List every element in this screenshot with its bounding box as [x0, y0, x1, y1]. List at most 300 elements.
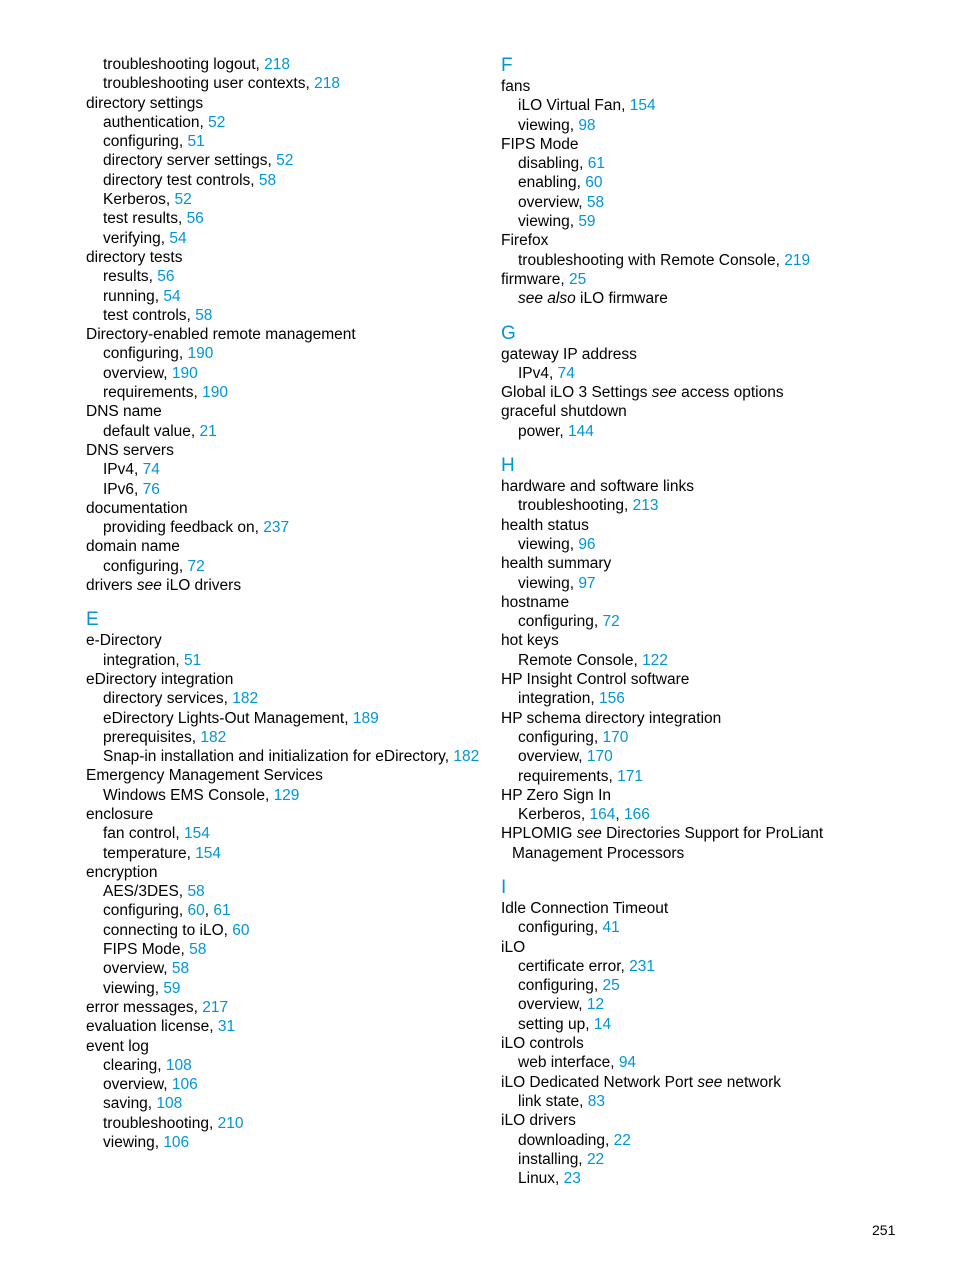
page-link[interactable]: 51	[184, 651, 202, 669]
index-entry	[501, 899, 901, 918]
index-section-letter: E	[86, 609, 99, 631]
entry-text: installing,	[518, 1150, 587, 1168]
entry-text: viewing,	[518, 213, 579, 231]
page-link[interactable]: 76	[142, 480, 160, 498]
index-entry	[86, 998, 486, 1017]
index-subentry	[86, 74, 486, 93]
index-subentry	[501, 957, 901, 976]
index-subentry	[86, 518, 486, 537]
entry-text: configuring,	[103, 902, 188, 920]
index-subentry	[86, 1133, 486, 1152]
page-link[interactable]: 74	[142, 461, 160, 479]
index-subentry	[501, 918, 901, 937]
entry-text: Windows EMS Console,	[103, 786, 274, 804]
page-link[interactable]: 213	[632, 497, 659, 515]
page-link[interactable]: 58	[171, 960, 190, 978]
page-link[interactable]: 23	[563, 1170, 581, 1188]
entry-text: viewing,	[518, 116, 579, 134]
index-subentry	[86, 209, 486, 228]
entry-text: DNS servers	[86, 441, 174, 459]
entry-text: graceful shutdown	[501, 403, 627, 421]
index-subentry	[86, 151, 486, 170]
entry-text: power,	[518, 422, 568, 440]
index-entry	[86, 94, 486, 113]
entry-text: Emergency Management Services	[86, 767, 323, 785]
page-link[interactable]: 154	[195, 844, 222, 862]
entry-text: Kerberos,	[518, 806, 590, 824]
entry-text: DNS name	[86, 403, 162, 421]
page-link[interactable]: 60	[187, 902, 205, 920]
index-entry	[86, 766, 486, 785]
index-entry	[501, 135, 901, 154]
entry-text: HP Insight Control software	[501, 671, 690, 689]
page-link[interactable]: 54	[163, 287, 181, 305]
entry-text: eDirectory integration	[86, 670, 234, 688]
index-subentry	[86, 728, 486, 747]
index-subentry	[86, 55, 486, 74]
entry-text: configuring,	[518, 977, 603, 995]
entry-text: default value,	[103, 422, 200, 440]
index-entry	[501, 844, 901, 863]
entry-text: encryption	[86, 863, 158, 881]
entry-text: documentation	[86, 499, 188, 517]
entry-text: fan control,	[103, 825, 184, 843]
page-link[interactable]: 58	[189, 941, 207, 959]
entry-text: drivers	[86, 577, 137, 595]
index-subentry	[501, 96, 901, 115]
index-column-left	[86, 55, 486, 1152]
entry-text: directory test controls,	[103, 171, 259, 189]
page-link[interactable]: 190	[202, 384, 228, 402]
index-subentry	[501, 1150, 901, 1169]
entry-text: Management Processors	[512, 844, 685, 862]
page-link[interactable]: 182	[232, 690, 259, 708]
page-link[interactable]: 170	[586, 748, 613, 766]
index-entry	[501, 1034, 901, 1053]
page-link[interactable]: 25	[569, 270, 587, 288]
index-subentry: Kerberos, 164, 166	[518, 806, 650, 824]
page-link[interactable]: 106	[171, 1076, 198, 1094]
index-section-letter: F	[501, 55, 513, 76]
entry-text: web interface,	[518, 1054, 619, 1072]
index-section-letter: I	[501, 876, 507, 898]
entry-text: Firefox	[501, 232, 549, 250]
index-entry	[501, 631, 901, 650]
index-subentry	[501, 154, 901, 173]
page-link[interactable]: 144	[567, 422, 594, 440]
entry-text: iLO Dedicated Network Port	[501, 1073, 698, 1091]
entry-text: troubleshooting,	[518, 497, 633, 515]
page-link[interactable]: 41	[602, 919, 620, 937]
see-reference: see	[576, 825, 602, 843]
page-link[interactable]: 51	[187, 133, 205, 151]
index-subentry	[86, 844, 486, 863]
entry-text: configuring,	[103, 133, 188, 151]
entry-text: enclosure	[86, 805, 154, 823]
entry-text: viewing,	[518, 535, 579, 553]
index-subentry	[86, 364, 486, 383]
entry-text: temperature,	[103, 844, 196, 862]
see-target: iLO drivers	[161, 577, 242, 595]
index-subentry	[501, 422, 901, 441]
index-subentry	[86, 651, 486, 670]
entry-text: downloading,	[518, 1131, 614, 1149]
entry-text: clearing,	[103, 1056, 166, 1074]
page-link[interactable]: 21	[199, 422, 217, 440]
index-entry	[501, 938, 901, 957]
entry-text: troubleshooting logout,	[103, 56, 265, 73]
entry-text: saving,	[103, 1095, 157, 1113]
entry-text: iLO	[501, 938, 526, 956]
page-link[interactable]: 217	[202, 998, 229, 1016]
entry-text: certificate error,	[518, 957, 630, 975]
see-target: iLO firmware	[575, 290, 668, 308]
index-subentry	[501, 173, 901, 192]
page-link[interactable]: 22	[586, 1150, 605, 1168]
index-subentry	[86, 921, 486, 940]
page-link[interactable]: 171	[617, 767, 643, 785]
entry-text: gateway IP address	[501, 345, 637, 363]
index-subentry	[501, 976, 901, 995]
index-subentry	[86, 190, 486, 209]
entry-text: integration,	[518, 690, 599, 708]
entry-text: health summary	[501, 555, 612, 573]
index-subentry	[86, 1114, 486, 1133]
entry-text: Kerberos,	[103, 191, 175, 209]
page-link[interactable]: 164	[589, 806, 616, 824]
entry-text: troubleshooting with Remote Console,	[518, 251, 785, 269]
page-link[interactable]: 231	[629, 957, 655, 975]
index-entry	[86, 325, 486, 344]
index-entry	[501, 345, 901, 364]
index-subentry	[86, 132, 486, 151]
index-entry	[501, 554, 901, 573]
index-subentry	[501, 496, 901, 515]
page-link[interactable]: 108	[165, 1056, 192, 1074]
index-subentry	[501, 1053, 901, 1072]
entry-text: results,	[103, 268, 158, 286]
index-subentry	[501, 574, 901, 593]
entry-text: IPv6,	[103, 480, 143, 498]
entry-text: connecting to iLO,	[103, 921, 233, 939]
index-subentry	[501, 995, 901, 1014]
index-entry	[501, 1073, 901, 1092]
index-entry	[86, 441, 486, 460]
index-subentry	[86, 1056, 486, 1075]
entry-text: prerequisites,	[103, 728, 201, 746]
page-link[interactable]: 12	[586, 996, 605, 1014]
entry-text: viewing,	[518, 574, 579, 592]
page-link[interactable]: 182	[453, 748, 480, 766]
entry-text: iLO drivers	[501, 1112, 576, 1130]
page-link[interactable]: 14	[593, 1015, 612, 1033]
index-subentry	[501, 728, 901, 747]
page-link[interactable]: 25	[602, 977, 620, 995]
page-link[interactable]: 182	[200, 728, 227, 746]
entry-text: iLO Virtual Fan,	[518, 97, 630, 115]
index-entry	[501, 824, 901, 843]
see-target: network	[722, 1073, 782, 1091]
index-subentry	[501, 116, 901, 135]
index-column-right	[501, 55, 901, 1188]
page-link[interactable]: 22	[613, 1131, 631, 1149]
page-link[interactable]: 122	[642, 651, 668, 669]
page-link[interactable]: 190	[187, 345, 214, 363]
page-link[interactable]: 72	[187, 557, 205, 575]
page-link[interactable]: 59	[163, 979, 181, 997]
entry-text: AES/3DES,	[103, 883, 188, 901]
entry-text: fans	[501, 78, 531, 95]
index-section-letter: H	[501, 455, 515, 477]
index-subentry	[501, 689, 901, 708]
entry-text: Linux,	[518, 1170, 564, 1188]
entry-text: Idle Connection Timeout	[501, 899, 669, 917]
index-subentry	[86, 229, 486, 248]
entry-text: configuring,	[518, 919, 603, 937]
page-link[interactable]: 219	[784, 251, 811, 269]
index-subentry	[501, 651, 901, 670]
entry-text: integration,	[103, 651, 184, 669]
entry-text: test controls,	[103, 306, 196, 324]
entry-text: IPv4,	[103, 461, 143, 479]
entry-text: setting up,	[518, 1015, 594, 1033]
index-subentry	[86, 747, 486, 766]
entry-text: HP Zero Sign In	[501, 786, 611, 804]
index-section-letter: G	[501, 322, 516, 344]
entry-text: Global iLO 3 Settings	[501, 384, 652, 402]
page-link[interactable]: 190	[171, 364, 198, 382]
page-link[interactable]: 106	[163, 1134, 190, 1152]
index-entry	[501, 516, 901, 535]
entry-text: IPv4,	[518, 364, 558, 382]
see-reference: see	[136, 577, 162, 595]
entry-text: hardware and software links	[501, 478, 694, 496]
entry-text: firmware,	[501, 270, 570, 288]
page-number: 251	[872, 1222, 896, 1238]
entry-text: requirements,	[103, 384, 203, 402]
index-entry	[86, 805, 486, 824]
index-entry	[86, 1037, 486, 1056]
entry-text: overview,	[103, 1076, 172, 1094]
page-link[interactable]: 58	[258, 171, 277, 189]
entry-text: overview,	[518, 193, 587, 211]
page-link[interactable]: 97	[578, 574, 596, 592]
see-reference: see	[651, 384, 677, 402]
index-subentry	[86, 383, 486, 402]
page-link[interactable]: 61	[587, 155, 606, 173]
page-link[interactable]: 170	[602, 728, 629, 746]
entry-text: configuring,	[103, 557, 188, 575]
index-entry	[86, 863, 486, 882]
entry-text: configuring,	[518, 613, 603, 631]
page-link[interactable]: 166	[624, 806, 650, 824]
index-subentry	[501, 535, 901, 554]
index-subentry	[86, 689, 486, 708]
index-subentry	[501, 612, 901, 631]
page-link[interactable]: 94	[618, 1054, 637, 1072]
index-entry	[501, 402, 901, 421]
entry-text: HPLOMIG	[501, 825, 577, 843]
page-link[interactable]: 58	[586, 193, 605, 211]
page-link[interactable]: 129	[273, 786, 300, 804]
index-entry	[86, 537, 486, 556]
index-entry	[501, 786, 901, 805]
index-subentry	[86, 306, 486, 325]
page-link[interactable]: 218	[264, 56, 291, 73]
index-entry	[501, 77, 901, 96]
entry-text: iLO controls	[501, 1035, 584, 1053]
page-link[interactable]: 59	[578, 213, 596, 231]
index-subentry	[86, 113, 486, 132]
index-entry	[501, 231, 901, 250]
see-reference: see also	[518, 290, 576, 308]
entry-text: overview,	[518, 996, 587, 1014]
entry-text: hostname	[501, 593, 570, 611]
entry-text: troubleshooting user contexts,	[103, 75, 315, 93]
page-link[interactable]: 218	[314, 75, 340, 93]
entry-text: Snap-in installation and initialization for eDirectory,	[103, 748, 454, 766]
entry-text: configuring,	[518, 728, 603, 746]
index-entry	[501, 270, 901, 289]
entry-text: disabling,	[518, 155, 588, 173]
page-link[interactable]: 56	[186, 210, 204, 228]
index-entry	[86, 248, 486, 267]
index-subentry	[501, 747, 901, 766]
entry-text: directory services,	[103, 690, 233, 708]
index-entry	[86, 670, 486, 689]
page-link[interactable]: 108	[156, 1095, 183, 1113]
page-link[interactable]: 60	[232, 921, 250, 939]
entry-text: evaluation license,	[86, 1018, 218, 1036]
index-subentry	[501, 212, 901, 231]
page-link[interactable]: 58	[187, 883, 205, 901]
page-link[interactable]: 154	[184, 825, 210, 843]
entry-text: running,	[103, 287, 164, 305]
entry-text: directory server settings,	[103, 152, 277, 170]
index-subentry	[501, 767, 901, 786]
entry-text: enabling,	[518, 174, 586, 192]
index-subentry	[86, 460, 486, 479]
entry-text: link state,	[518, 1092, 588, 1110]
page-link[interactable]: 56	[157, 268, 175, 286]
page-link[interactable]: 31	[217, 1018, 236, 1036]
page-link[interactable]: 83	[587, 1092, 606, 1110]
entry-text: overview,	[103, 364, 172, 382]
entry-text: health status	[501, 516, 589, 534]
index-subentry	[86, 786, 486, 805]
index-subentry	[86, 1075, 486, 1094]
index-entry	[501, 1111, 901, 1130]
entry-text: event log	[86, 1037, 149, 1055]
entry-text: Remote Console,	[518, 651, 643, 669]
index-subentry	[501, 251, 901, 270]
page-link[interactable]: 61	[213, 902, 231, 920]
page-link[interactable]: 154	[629, 97, 656, 115]
page-link[interactable]: 98	[578, 116, 596, 134]
see-target: Directories Support for ProLiant	[601, 825, 824, 843]
index-subentry	[501, 1169, 901, 1188]
index-subentry	[86, 882, 486, 901]
page-link[interactable]: 237	[263, 519, 290, 537]
page-link[interactable]: 54	[169, 229, 187, 247]
index-subentry	[86, 709, 486, 728]
entry-text: providing feedback on,	[103, 519, 264, 537]
index-entry	[501, 670, 901, 689]
index-subentry	[86, 267, 486, 286]
entry-text: FIPS Mode	[501, 135, 579, 153]
entry-text: e-Directory	[86, 632, 162, 650]
index-subentry	[501, 1015, 901, 1034]
index-subentry	[501, 289, 901, 308]
entry-text: troubleshooting,	[103, 1114, 218, 1132]
entry-text: overview,	[518, 748, 587, 766]
index-subentry	[501, 364, 901, 383]
index-subentry	[86, 422, 486, 441]
entry-text: domain name	[86, 538, 180, 556]
index-entry	[501, 477, 901, 496]
see-reference: see	[697, 1073, 723, 1091]
index-subentry	[86, 344, 486, 363]
entry-text: authentication,	[103, 113, 209, 131]
page-link[interactable]: 58	[195, 306, 213, 324]
index-entry	[501, 709, 901, 728]
entry-text: requirements,	[518, 767, 618, 785]
page-link[interactable]: 74	[557, 364, 575, 382]
entry-text: Directory-enabled remote management	[86, 326, 356, 344]
index-subentry	[86, 959, 486, 978]
entry-text: configuring,	[103, 345, 188, 363]
entry-text: directory settings	[86, 94, 204, 112]
entry-text: directory tests	[86, 248, 183, 266]
index-subentry	[86, 824, 486, 843]
index-entry	[86, 1017, 486, 1036]
index-entry	[86, 402, 486, 421]
entry-text: test results,	[103, 210, 187, 228]
index-subentry: configuring, 60, 61	[103, 902, 231, 920]
page-link[interactable]: 189	[352, 709, 379, 727]
entry-text: FIPS Mode,	[103, 941, 190, 959]
index-entry	[501, 383, 901, 402]
entry-text: HP schema directory integration	[501, 709, 722, 727]
index-subentry	[501, 1092, 901, 1111]
index-subentry	[86, 287, 486, 306]
index-subentry	[86, 940, 486, 959]
page-link[interactable]: 210	[217, 1114, 244, 1132]
see-target: access options	[676, 384, 784, 402]
page-link[interactable]: 72	[602, 613, 620, 631]
index-subentry	[501, 1131, 901, 1150]
index-subentry	[86, 557, 486, 576]
entry-text: error messages,	[86, 998, 203, 1016]
entry-text: hot keys	[501, 632, 559, 650]
entry-text: overview,	[103, 960, 172, 978]
page-link[interactable]: 96	[578, 535, 596, 553]
page-link[interactable]: 52	[276, 152, 294, 170]
index-subentry	[86, 480, 486, 499]
index-subentry	[86, 1094, 486, 1113]
entry-text: viewing,	[103, 1134, 164, 1152]
page-link[interactable]: 156	[599, 690, 625, 708]
page-link[interactable]: 52	[174, 191, 192, 209]
page-link[interactable]: 60	[585, 174, 603, 192]
index-subentry	[86, 171, 486, 190]
entry-text: verifying,	[103, 229, 170, 247]
page-link[interactable]: 52	[208, 113, 226, 131]
index-entry	[86, 499, 486, 518]
index-subentry	[86, 979, 486, 998]
entry-text: eDirectory Lights-Out Management,	[103, 709, 353, 727]
index-entry	[86, 631, 486, 650]
